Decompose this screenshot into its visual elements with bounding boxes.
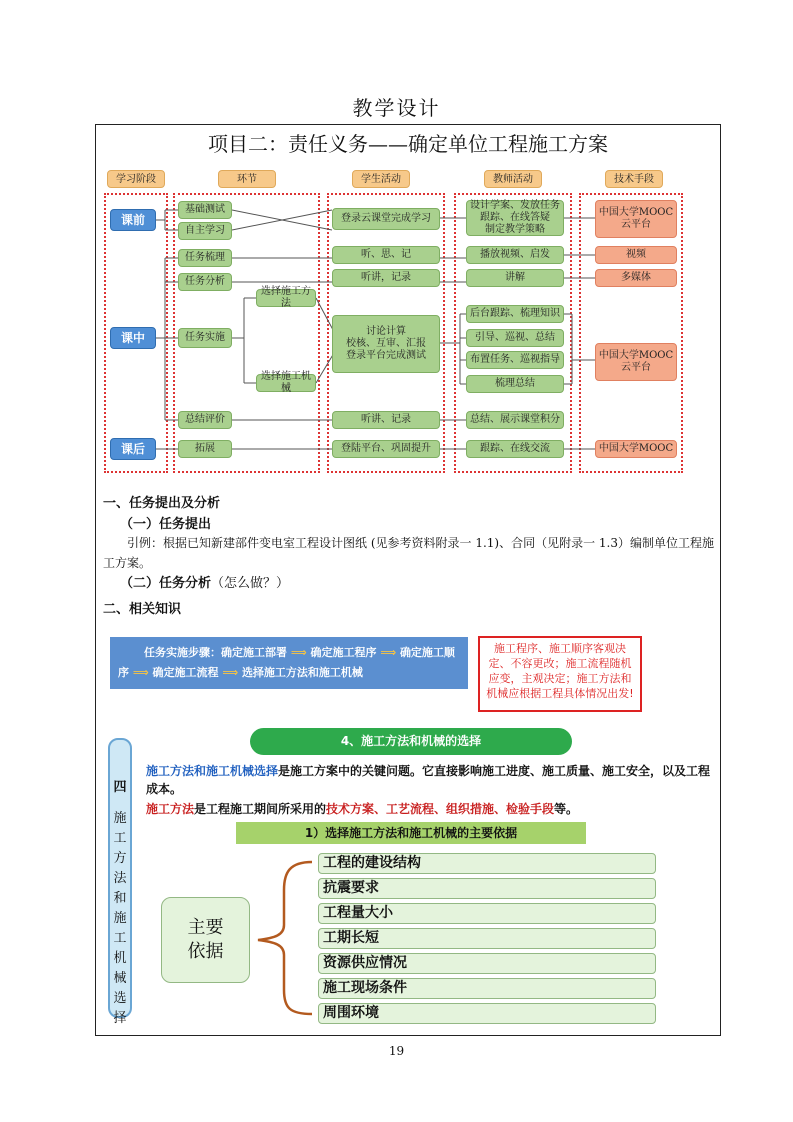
link-task-analysis: 任务分析 — [178, 273, 232, 291]
main-basis-line1: 主要 — [187, 917, 224, 938]
definition-1-term: 施工方法和施工机械选择 — [146, 764, 279, 778]
link-task-sorting: 任务梳理 — [178, 249, 232, 267]
student-discuss-line1: 讨论计算 — [366, 326, 406, 337]
student-login-consolidate: 登陆平台、巩固提升 — [332, 440, 440, 458]
basis-item: 施工现场条件 — [318, 978, 656, 999]
teacher-summary-score: 总结、展示课堂积分 — [466, 411, 564, 429]
teacher-track: 后台跟踪、梳理知识 — [466, 305, 564, 323]
section-1-heading: 一、任务提出及分析 — [103, 496, 221, 511]
arrow-icon: ⟹ — [290, 646, 307, 659]
teacher-summarize: 梳理总结 — [466, 375, 564, 393]
teacher-design-line1: 设计学案、发放任务 — [470, 200, 560, 211]
step-4: 确定施工流程 — [152, 666, 219, 679]
stage-in-class: 课中 — [110, 327, 156, 349]
side-tab-number: 四 — [113, 780, 127, 795]
stage-pre-class: 课前 — [110, 209, 156, 231]
basis-item: 工程量大小 — [318, 903, 656, 924]
stage-post-class: 课后 — [110, 438, 156, 460]
side-tab-text: 施工方法和施工机械选择 — [113, 811, 127, 1026]
tech-mooc-3: 中国大学MOOC — [595, 440, 677, 458]
definition-2-items: 技术方案、工艺流程、组织措施、检验手段 — [326, 802, 555, 816]
link-extension: 拓展 — [178, 440, 232, 458]
warning-callout: 施工程序、施工顺序客观决定、不容更改；施工流程随机应变，主观决定；施工方法和机械应根据工程具体情况出发! — [478, 636, 642, 712]
link-task-implementation: 任务实施 — [178, 328, 232, 348]
teacher-play-video: 播放视频、启发 — [466, 246, 564, 264]
tech-mooc-line1: 中国大学MOOC — [598, 207, 674, 218]
student-cloud-study: 登录云课堂完成学习 — [332, 208, 440, 230]
teacher-explain: 讲解 — [466, 269, 564, 287]
link-choose-machinery: 选择施工机械 — [256, 374, 316, 392]
student-discuss-line3: 登录平台完成测试 — [346, 350, 426, 361]
teacher-online: 跟踪、在线交流 — [466, 440, 564, 458]
student-listen-record-2: 听讲、记录 — [332, 411, 440, 429]
tech-mooc2-line2: 云平台 — [620, 362, 651, 373]
teacher-design-line2: 跟踪、在线答疑 — [480, 212, 550, 223]
step-2: 确定施工程序 — [310, 646, 377, 659]
step-5: 选择施工方法和施工机械 — [241, 666, 363, 679]
teacher-assign: 布置任务、巡视指导 — [466, 351, 564, 369]
section-1-sub1: （一）任务提出 — [120, 517, 212, 532]
tech-mooc-line2: 云平台 — [620, 219, 651, 230]
header-stage: 学习阶段 — [107, 170, 165, 188]
basis-item: 工期长短 — [318, 928, 656, 949]
steps-label: 任务实施步骤： — [144, 646, 221, 659]
basis-item: 资源供应情况 — [318, 953, 656, 974]
teacher-design-line3: 制定教学策略 — [485, 224, 545, 235]
arrow-icon: ⟹ — [222, 666, 239, 679]
basis-item: 工程的建设结构 — [318, 853, 656, 874]
student-listen-think: 听、思、记 — [332, 246, 440, 264]
header-teacher: 教师活动 — [484, 170, 542, 188]
student-discuss-line2: 校核、互审、汇报 — [346, 338, 426, 349]
tech-video: 视频 — [595, 246, 677, 264]
page-number: 19 — [388, 1044, 405, 1058]
section-4-pill: 4、施工方法和机械的选择 — [250, 728, 572, 755]
main-basis-line2: 依据 — [187, 941, 224, 962]
header-tech: 技术手段 — [605, 170, 663, 188]
link-choose-method: 选择施工方法 — [256, 289, 316, 307]
basis-item: 周围环境 — [318, 1003, 656, 1024]
header-student: 学生活动 — [352, 170, 410, 188]
section-1-sub2-note: （怎么做？） — [211, 576, 290, 591]
basis-item: 抗震要求 — [318, 878, 656, 899]
project-title: 项目二：责任义务——确定单位工程施工方案 — [208, 132, 608, 156]
basis-subtitle: 1）选择施工方法和施工机械的主要依据 — [236, 822, 586, 844]
section-1-paragraph: 引例：根据已知新建部件变电室工程设计图纸 (见参考资料附录一 1.1)、合同（见附录一 1.3）编制单位工程施工方案。 — [103, 536, 714, 570]
link-self-study: 自主学习 — [178, 222, 232, 240]
tech-multimedia: 多媒体 — [595, 269, 677, 287]
definition-1-text: 是施工方案中的关键问题。它直接影响施工进度、施工质量、施工安全，以及工程成本。 — [146, 764, 711, 796]
step-3: 确定施工顺序 — [118, 646, 455, 679]
definition-2-term: 施工方法 — [146, 802, 195, 816]
header-link: 环节 — [218, 170, 276, 188]
step-1: 确定施工部署 — [221, 646, 287, 659]
definition-2-end: 等。 — [554, 802, 579, 816]
definition-2-mid: 是工程施工期间所采用的 — [194, 802, 327, 816]
section-1-sub2-title: （二）任务分析 — [120, 576, 212, 591]
link-summary: 总结评价 — [178, 411, 232, 429]
tech-mooc2-line1: 中国大学MOOC — [598, 350, 674, 361]
section-2-heading: 二、相关知识 — [103, 602, 182, 617]
arrow-icon: ⟹ — [380, 646, 397, 659]
teacher-guide: 引导、巡视、总结 — [466, 329, 564, 347]
document-title: 教学设计 — [352, 96, 441, 120]
student-listen-record: 听讲，记录 — [332, 269, 440, 287]
arrow-icon: ⟹ — [132, 666, 149, 679]
link-basic-test: 基础测试 — [178, 201, 232, 219]
